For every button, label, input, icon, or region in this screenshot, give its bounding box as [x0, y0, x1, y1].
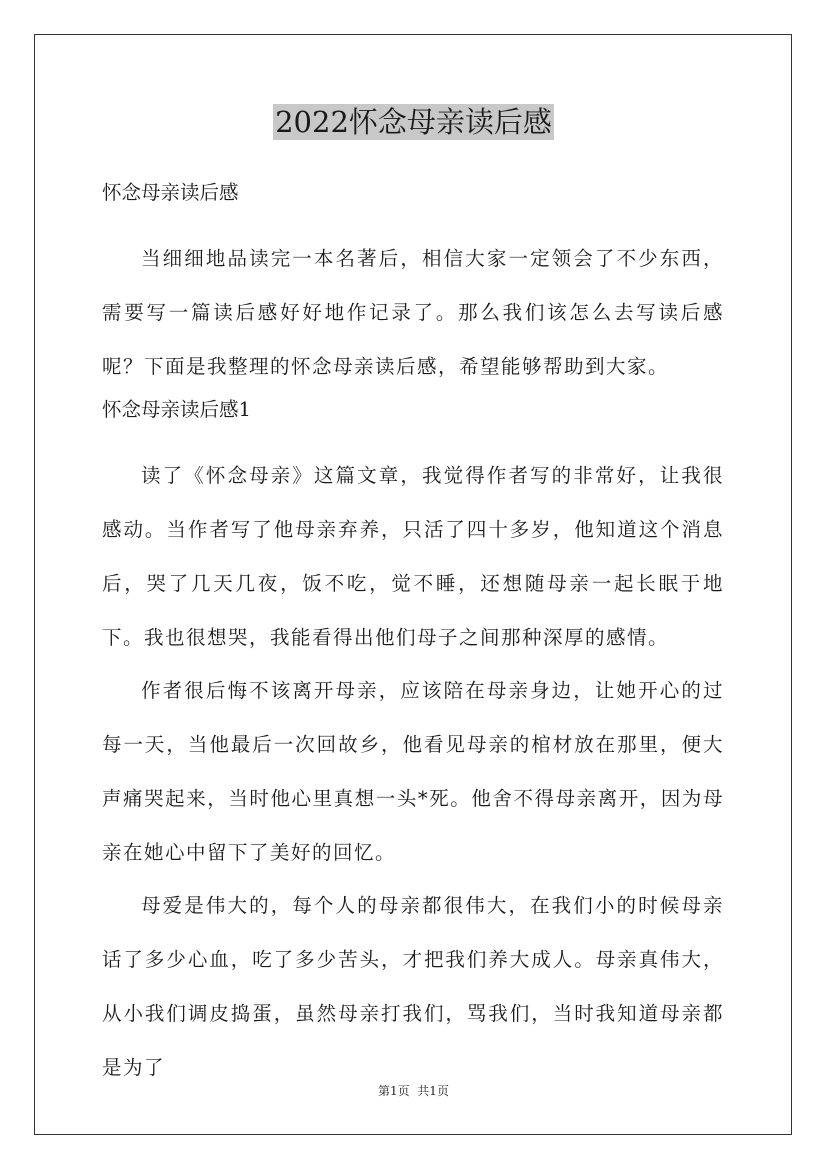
page-title: 2022怀念母亲读后感 — [275, 105, 552, 139]
paragraph-3: 母爱是伟大的，每个人的母亲都很伟大，在我们小的时候母亲话了多少心血，吃了多少苦头，才把我们养大成人。母亲真伟大，从小我们调皮捣蛋，虽然母亲打我们，骂我们，当时我知道母亲都是为了 — [102, 894, 724, 1079]
paragraph-intro: 当细细地品读完一本名著后，相信大家一定领会了不少东西，需要写一篇读后感好好地作记录了。那么我们该怎么去写读后感呢？下面是我整理的怀念母亲读后感，希望能够帮助到大家。 — [102, 247, 724, 378]
heading-section-1: 怀念母亲读后感1 — [102, 398, 251, 421]
paragraph-1: 读了《怀念母亲》这篇文章，我觉得作者写的非常好，让我很感动。当作者写了他母亲弃养，只活了四十多岁，他知道这个消息后，哭了几天几夜，饭不吃，觉不睡，还想随母亲一起长眠于地下。我也很想哭，我能看得出他们母子之间那种深厚的感情。 — [102, 464, 724, 649]
paragraph-2: 作者很后悔不该离开母亲，应该陪在母亲身边，让她开心的过每一天，当他最后一次回故乡，他看见母亲的棺材放在那里，便大声痛哭起来，当时他心里真想一头*死。他舍不得母亲离开，因为母亲在她心中留下了美好的回忆。 — [102, 679, 724, 864]
heading-main: 怀念母亲读后感 — [102, 181, 239, 204]
title-container — [0, 104, 827, 140]
document-body — [102, 178, 724, 1094]
page-footer: 第1页 共1页 — [378, 1084, 449, 1098]
